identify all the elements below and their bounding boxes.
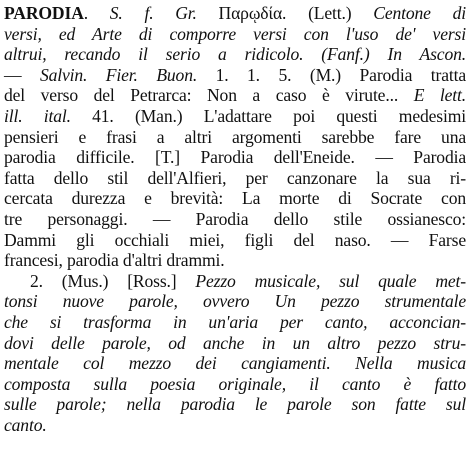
italic-run: composta sulla poesia originale, il canto è fatto <box>4 373 466 394</box>
italic-run: tonsi nuove parole, ovvero Un pezzo strumentale <box>4 291 466 312</box>
italic-run: E lett. <box>413 85 467 106</box>
text-run: — <box>4 64 40 85</box>
text-run: parodia difficile. [T.] Parodia dell'Eneide. — Parodia <box>4 147 466 168</box>
entry-line <box>4 312 466 333</box>
entry-line <box>4 230 466 251</box>
entry-line <box>4 44 466 65</box>
entry-line <box>4 394 466 415</box>
entry-line <box>4 106 466 127</box>
entry-line <box>4 24 466 45</box>
entry-line <box>4 209 466 230</box>
italic-run: sulle parole; nella parodia le parole son fatte sul <box>4 394 466 415</box>
italic-run: canto. <box>4 414 47 435</box>
italic-run: ill. ital. <box>4 105 71 126</box>
entry-line <box>4 127 466 148</box>
entry-line <box>4 415 466 436</box>
text-run: Παρῳδία. (Lett.) <box>196 3 374 23</box>
entry-line <box>4 291 466 312</box>
italic-run: altrui, recando il serio a ridicolo. (Fanf.) In Ascon. <box>4 44 466 65</box>
entry-line <box>4 85 466 106</box>
italic-run: mentale col mezzo dei cangiamenti. Nella musica <box>4 353 466 374</box>
entry-line <box>4 374 466 395</box>
italic-run: versi, ed Arte di comporre versi con l'uso de' versi <box>4 23 466 44</box>
italic-run: dovi delle parole, od anche in un altro pezzo stru- <box>4 332 466 353</box>
entry-line <box>4 353 466 374</box>
text-run: 2. (Mus.) [Ross.] <box>30 270 196 291</box>
entry-line <box>4 250 466 271</box>
entry-line <box>4 271 466 292</box>
text-run: tre personaggi. — Parodia dello stile ossianesco: <box>4 208 466 229</box>
text-run: 1. 1. 5. (M.) Parodia tratta <box>197 64 466 85</box>
entry-line <box>4 3 466 24</box>
text-run: 41. (Man.) L'adattare poi questi medesimi <box>70 105 466 126</box>
entry-line <box>4 188 466 209</box>
headword: PARODIA <box>4 3 84 23</box>
italic-run: Salvin. Fier. Buon. <box>39 64 198 85</box>
text-run: pensieri e frasi a altri argomenti sarebbe fare una <box>4 126 466 147</box>
dictionary-entry <box>4 3 466 435</box>
text-run: fatta dello stil dell'Alfieri, per canzonare la sua ri- <box>4 167 466 188</box>
italic-run: Pezzo musicale, sul quale met- <box>195 270 466 291</box>
text-run: Dammi gli occhiali miei, figli del naso. — Farse <box>4 229 466 250</box>
entry-line <box>4 333 466 354</box>
text-run: cercata durezza e brevità: La morte di Socrate con <box>4 188 466 209</box>
text-run: francesi, parodia d'altri drammi. <box>4 250 225 271</box>
italic-run: Centone di <box>373 3 466 23</box>
text-run: . <box>83 3 110 23</box>
entry-line <box>4 147 466 168</box>
text-run: del verso del Petrarca: Non a caso è virute... <box>4 85 414 106</box>
italic-run: che si trasforma in un'aria per canto, acconcian- <box>4 311 466 332</box>
entry-line <box>4 65 466 86</box>
italic-run: S. f. Gr. <box>109 3 197 23</box>
entry-line <box>4 168 466 189</box>
